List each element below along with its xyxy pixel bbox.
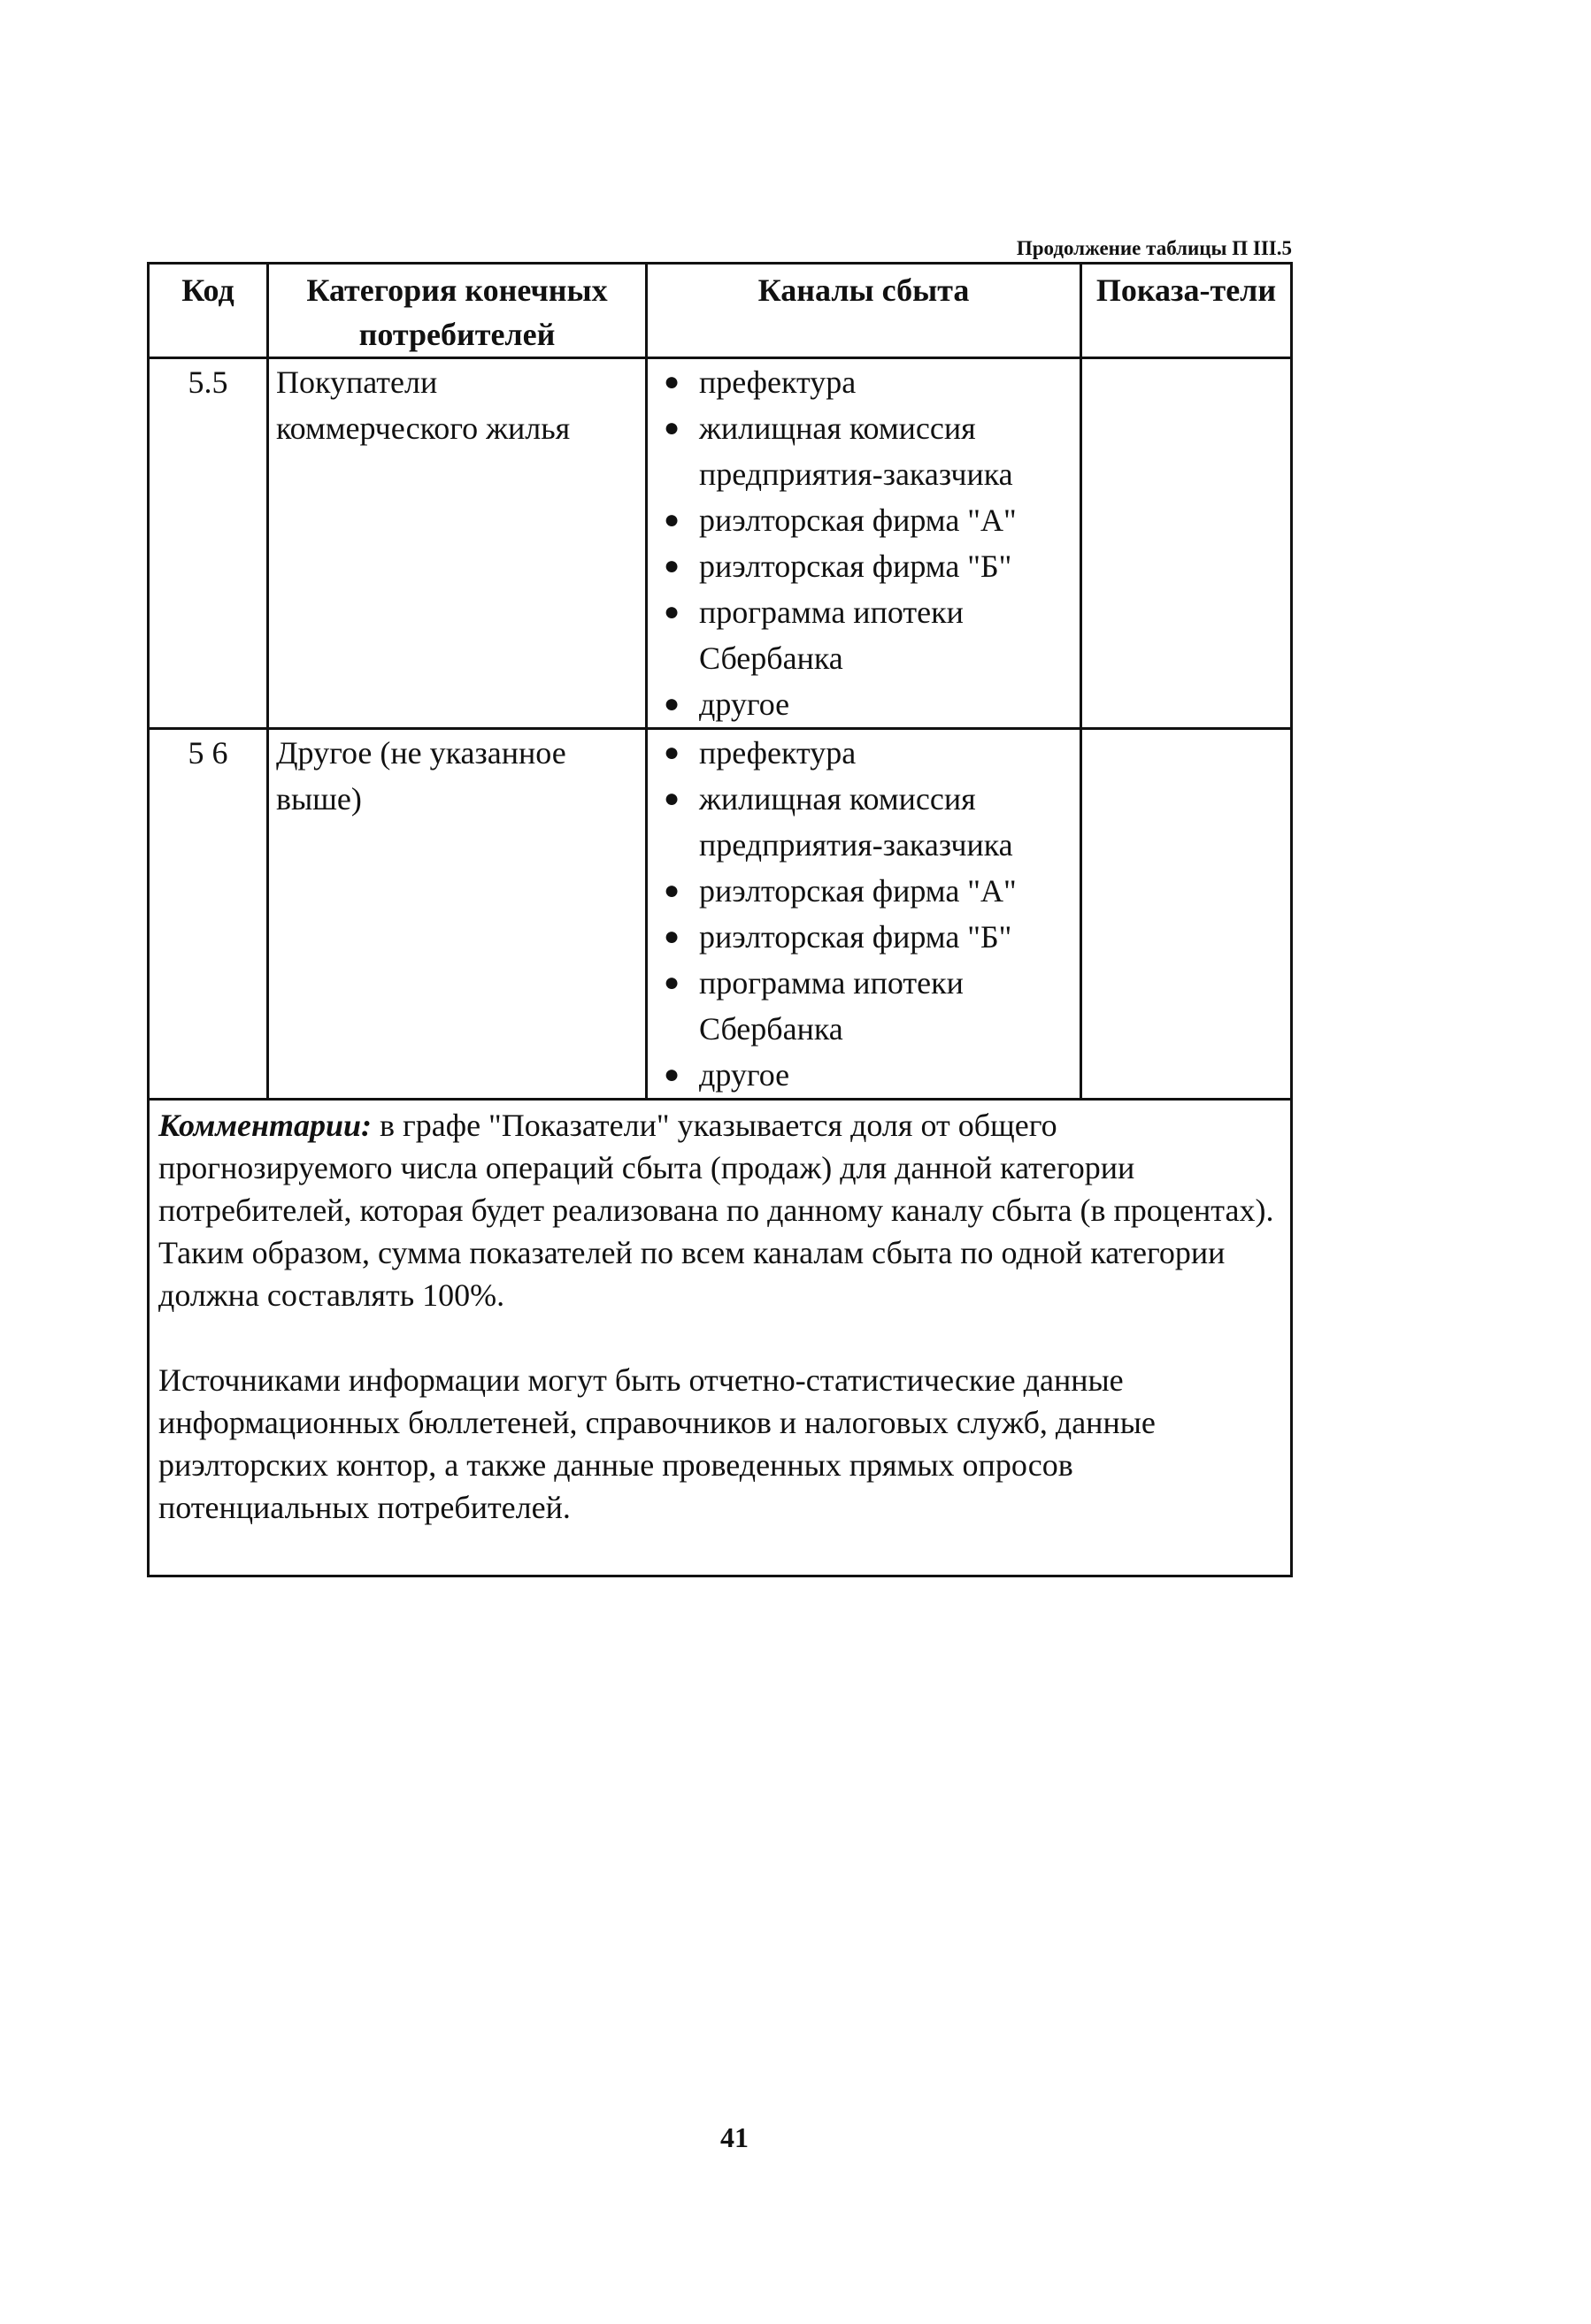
channel-label: риэлторская фирма "Б" (699, 548, 1012, 584)
table-header-row (149, 264, 1292, 358)
row-category: Другое (не указанное выше) (268, 729, 647, 1100)
channel-label: риэлторская фирма "Б" (699, 919, 1012, 955)
header-code: Код (149, 264, 268, 358)
bullet-icon: ● (664, 968, 680, 997)
bullet-icon: ● (664, 922, 680, 951)
list-item (653, 960, 1074, 1052)
channel-label: программа ипотеки Сбербанка (699, 965, 964, 1047)
channel-label: другое (699, 686, 790, 722)
bullet-icon: ● (664, 551, 680, 580)
row-indicators (1081, 729, 1292, 1100)
comment-text: в графе "Показатели" указывается доля от общего прогнозируемого числа операций сбыта (продаж) для данной категории потребителей, которая будет реализована по данному каналу сбыта (в процентах). Таким образом, сумма показателей по всем каналам сбыта по одной категории должна составлять 100%. (158, 1108, 1274, 1313)
list-item (653, 543, 1074, 589)
bullet-icon: ● (664, 689, 680, 718)
bullet-icon: ● (664, 505, 680, 534)
channel-list (653, 730, 1074, 1098)
bullet-icon: ● (664, 784, 680, 813)
list-item (653, 681, 1074, 727)
page-number: 41 (720, 2121, 749, 2153)
list-item (653, 359, 1074, 405)
comment-row (149, 1100, 1292, 1576)
channel-list (653, 359, 1074, 727)
bullet-icon: ● (664, 1060, 680, 1089)
row-category: Покупатели коммерческого жилья (268, 358, 647, 729)
channel-label: жилищная комиссия предприятия-заказчика (699, 410, 1013, 492)
list-item (653, 589, 1074, 681)
channel-label: префектура (699, 735, 857, 771)
bullet-icon: ● (664, 413, 680, 442)
list-item (653, 776, 1074, 868)
header-channels: Каналы сбыта (647, 264, 1081, 358)
row-channels (647, 729, 1081, 1100)
header-indicators: Показа-тели (1081, 264, 1292, 358)
list-item (653, 1052, 1074, 1098)
list-item (653, 914, 1074, 960)
header-category: Категория конечных потребителей (268, 264, 647, 358)
row-channels (647, 358, 1081, 729)
bullet-icon: ● (664, 367, 680, 396)
list-item (653, 497, 1074, 543)
comment-paragraph (158, 1104, 1281, 1316)
channel-label: программа ипотеки Сбербанка (699, 594, 964, 676)
table-row (149, 358, 1292, 729)
channel-label: жилищная комиссия предприятия-заказчика (699, 781, 1013, 863)
bullet-icon: ● (664, 597, 680, 626)
list-item (653, 730, 1074, 776)
row-code: 5 6 (149, 729, 268, 1100)
comment-cell (149, 1100, 1292, 1576)
comment-label: Комментарии: (158, 1108, 372, 1143)
sales-channels-table (147, 262, 1293, 1577)
row-indicators (1081, 358, 1292, 729)
list-item (653, 868, 1074, 914)
sources-paragraph: Источниками информации могут быть отчетно-статистические данные информационных бюллетеней, справочников и налоговых служб, данные риэлторских контор, а также данные проведенных прямых опросов потенциальных потребителей. (158, 1362, 1156, 1525)
row-code: 5.5 (149, 358, 268, 729)
channel-label: риэлторская фирма "А" (699, 502, 1017, 538)
table-continuation-label: Продолжение таблицы П III.5 (1016, 237, 1292, 259)
channel-label: риэлторская фирма "А" (699, 873, 1017, 909)
bullet-icon: ● (664, 876, 680, 905)
bullet-icon: ● (664, 738, 680, 767)
channel-label: другое (699, 1057, 790, 1093)
paragraph-gap (158, 1316, 1281, 1359)
table-row (149, 729, 1292, 1100)
list-item (653, 405, 1074, 497)
channel-label: префектура (699, 364, 857, 400)
